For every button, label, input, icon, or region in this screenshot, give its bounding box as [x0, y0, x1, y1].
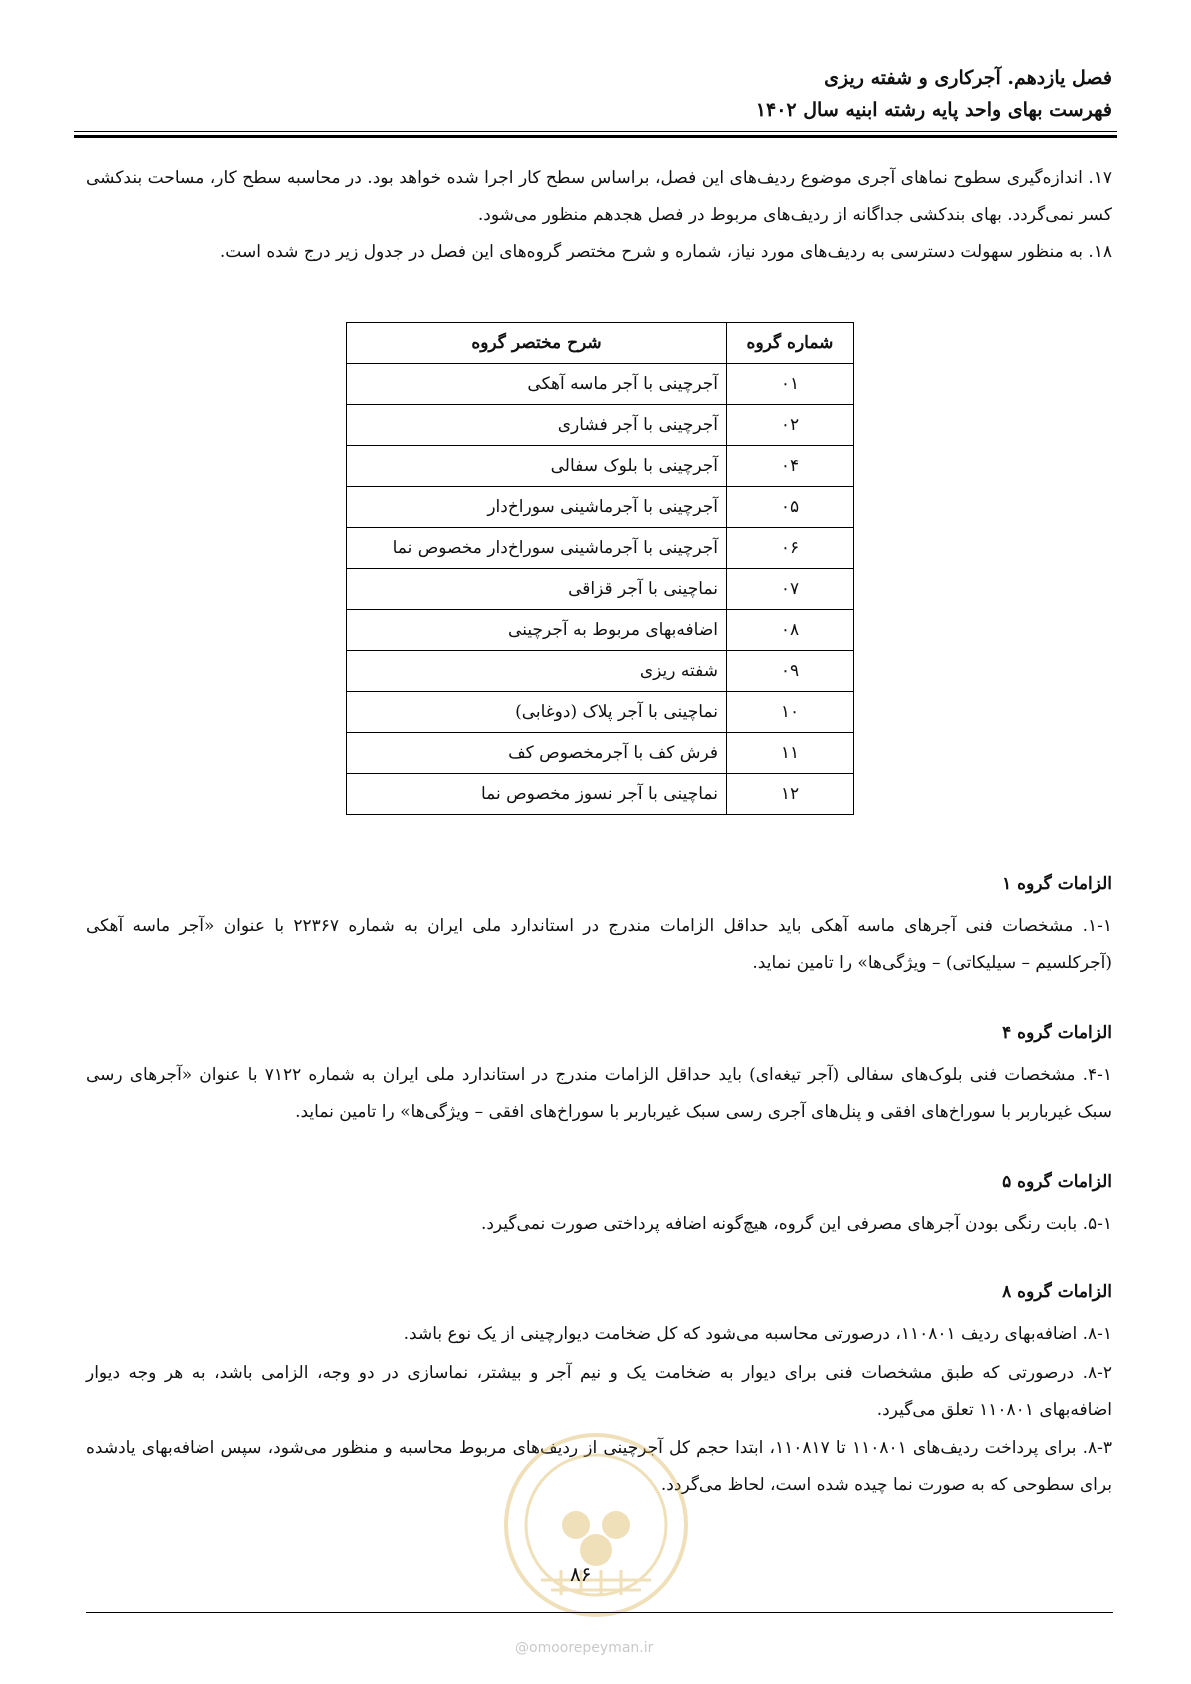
paragraph-18: ۱۸. به منظور سهولت دسترسی به ردیف‌های مورد نیاز، شماره و شرح مختصر گروه‌های این فصل در جدول زیر درج شده است.: [219, 242, 1112, 262]
group-number: ۱۲: [727, 774, 854, 815]
column-header-number: شماره گروه: [727, 323, 854, 364]
group-number: ۱۰: [727, 692, 854, 733]
group-number: ۰۱: [727, 364, 854, 405]
group-number: ۰۲: [727, 405, 854, 446]
group-description: شفته ریزی: [347, 651, 727, 692]
group-description: نماچینی با آجر پلاک (دوغابی): [347, 692, 727, 733]
group8-paragraph-1: ۸-۱. اضافه‌بهای ردیف ۱۱۰۸۰۱، درصورتی محاسبه می‌شود که کل ضخامت دیوارچینی از یک نوع باشد.: [403, 1324, 1112, 1344]
column-header-description: شرح مختصر گروه: [347, 323, 727, 364]
paragraph-17: ۱۷. اندازه‌گیری سطوح نماهای آجری موضوع ردیف‌های این فصل، براساس سطح کار اجرا شده خواهد بود. در محاسبه سطح کار، مساحت بندکشی کسر نمی‌گردد. بهای بندکشی جداگانه از ردیف‌های مربوط در فصل هجدهم منظور می‌شود.: [86, 168, 1112, 225]
header-rule-thin: [74, 131, 1117, 132]
table-row: [347, 651, 854, 692]
group8-heading: الزامات گروه ۸: [1002, 1282, 1112, 1302]
page-header: [756, 62, 1112, 126]
header-rule-thick: [74, 135, 1117, 138]
group-description: آجرچینی با آجرماشینی سوراخ‌دار مخصوص نما: [347, 528, 727, 569]
group-number: ۰۹: [727, 651, 854, 692]
table-row: [347, 487, 854, 528]
group-description: آجرچینی با آجر فشاری: [347, 405, 727, 446]
group-number: ۰۶: [727, 528, 854, 569]
table-row: [347, 774, 854, 815]
group-description: آجرچینی با بلوک سفالی: [347, 446, 727, 487]
table-row: [347, 733, 854, 774]
group-description: نماچینی با آجر قزاقی: [347, 569, 727, 610]
group-number: ۰۷: [727, 569, 854, 610]
group-description: آجرچینی با آجرماشینی سوراخ‌دار: [347, 487, 727, 528]
group8-paragraph-3: ۸-۳. برای پرداخت ردیف‌های ۱۱۰۸۰۱ تا ۱۱۰۸۱۷، ابتدا حجم کل آجرچینی از ردیف‌های مربوط محاسبه و منظور می‌شود، سپس اضافه‌بهای یادشده برای سطوحی که به صورت نما چیده شده است، لحاظ می‌گردد.: [86, 1438, 1113, 1495]
group-number: ۱۱: [727, 733, 854, 774]
group5-paragraph: ۵-۱. بابت رنگی بودن آجرهای مصرفی این گروه، هیچ‌گونه اضافه پرداختی صورت نمی‌گیرد.: [480, 1214, 1112, 1234]
group1-heading: الزامات گروه ۱: [1002, 874, 1112, 894]
group4-paragraph: ۴-۱. مشخصات فنی بلوک‌های سفالی (آجر تیغه‌ای) باید حداقل الزامات مندرج در استاندارد ملی ایران به شماره ۷۱۲۲ با عنوان «آجرهای رسی سبک غیرباربر با سوراخ‌های افقی و پنل‌های آجری رسی سبک غیرباربر با سوراخ‌های افقی – ویژگی‌ها» را تامین نماید.: [86, 1065, 1112, 1122]
groups-table: [346, 322, 854, 815]
group-description: اضافه‌بهای مربوط به آجرچینی: [347, 610, 727, 651]
group-number: ۰۴: [727, 446, 854, 487]
group5-heading: الزامات گروه ۵: [1002, 1172, 1112, 1192]
table-row: [347, 364, 854, 405]
group-number: ۰۵: [727, 487, 854, 528]
table-row: [347, 569, 854, 610]
group8-paragraph-2: ۸-۲. درصورتی که طبق مشخصات فنی برای دیوار به ضخامت یک و نیم آجر و بیشتر، نماسازی در دو وجه، الزامی باشد، به هر وجه دیوار اضافه‌بهای ۱۱۰۸۰۱ تعلق می‌گیرد.: [86, 1363, 1112, 1420]
watermark-text: @omoorepeyman.ir: [515, 1640, 654, 1656]
chapter-title: فصل یازدهم. آجرکاری و شفته ریزی: [824, 67, 1112, 89]
group-number: ۰۸: [727, 610, 854, 651]
table-row: [347, 610, 854, 651]
group-description: نماچینی با آجر نسوز مخصوص نما: [347, 774, 727, 815]
group4-heading: الزامات گروه ۴: [1002, 1023, 1112, 1043]
table-row: [347, 446, 854, 487]
list-subtitle: فهرست بهای واحد پایه رشته ابنیه سال ۱۴۰۲: [755, 99, 1112, 121]
seal-watermark-icon: [501, 1430, 691, 1620]
table-header-row: [347, 323, 854, 364]
group1-paragraph: ۱-۱. مشخصات فنی آجرهای ماسه آهکی باید حداقل الزامات مندرج در استاندارد ملی ایران به شماره ۲۲۳۶۷ با عنوان «آجر ماسه آهکی (آجرکلسیم – سیلیکاتی) – ویژگی‌ها» را تامین نماید.: [86, 916, 1112, 973]
group-description: آجرچینی با آجر ماسه آهکی: [347, 364, 727, 405]
page-number: ۸۶: [570, 1562, 592, 1586]
table-row: [347, 692, 854, 733]
footer-rule: [86, 1612, 1113, 1613]
table-row: [347, 528, 854, 569]
table-row: [347, 405, 854, 446]
group-description: فرش کف با آجرمخصوص کف: [347, 733, 727, 774]
